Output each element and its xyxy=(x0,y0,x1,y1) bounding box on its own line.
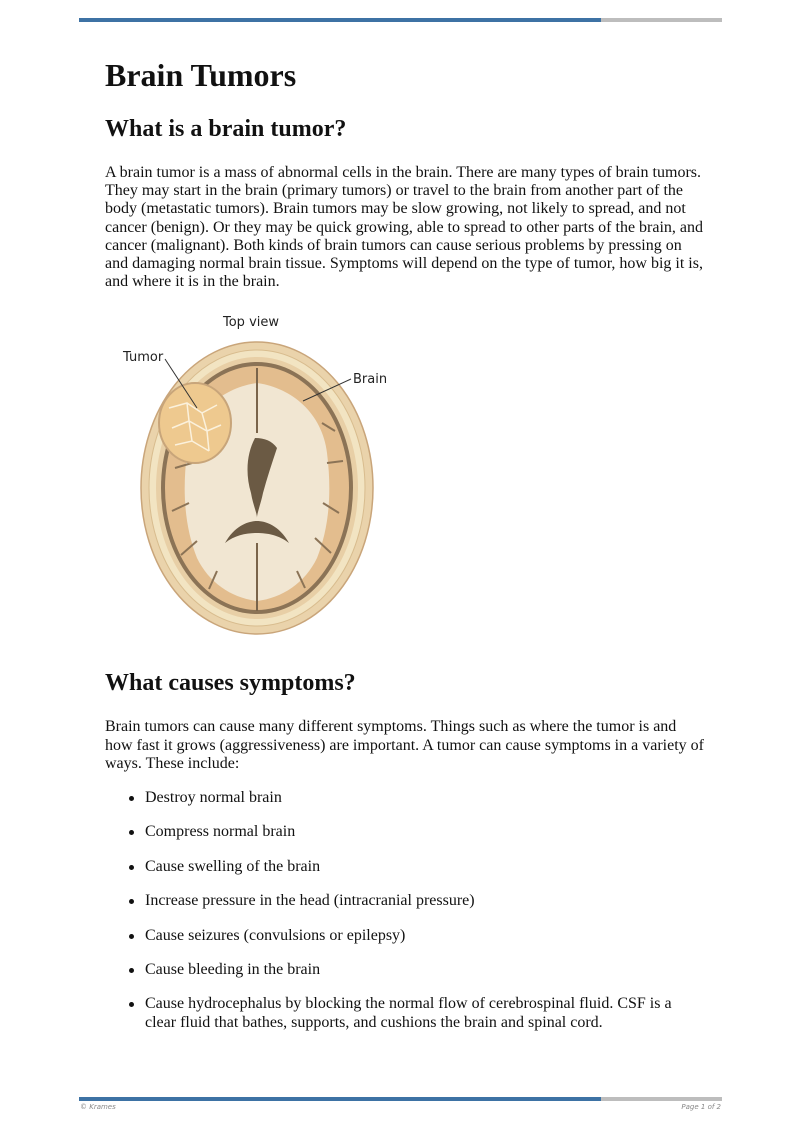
page-number: Page 1 of 2 xyxy=(681,1103,721,1111)
list-item: Cause bleeding in the brain xyxy=(145,961,705,979)
brain-cross-section-icon xyxy=(117,313,417,643)
footer-progress-bar xyxy=(79,1097,722,1101)
list-item: Compress normal brain xyxy=(145,823,705,841)
list-item: Cause seizures (convulsions or epilepsy) xyxy=(145,927,705,945)
section-paragraph-causes: Brain tumors can cause many different symptoms. Things such as where the tumor is and how fast it grows (aggressiveness) are important. A tumor can cause symptoms in a variety of ways. These include: xyxy=(105,718,704,772)
list-item: Cause hydrocephalus by blocking the normal flow of cerebrospinal fluid. CSF is a clear fluid that bathes, supports, and cushions the brain and spinal cord. xyxy=(145,995,705,1031)
section-heading-causes: What causes symptoms? xyxy=(105,670,356,697)
list-item: Cause swelling of the brain xyxy=(145,858,705,876)
list-item: Increase pressure in the head (intracranial pressure) xyxy=(145,892,705,910)
figure-label-tumor: Tumor xyxy=(123,350,164,366)
header-progress-bar xyxy=(79,18,722,22)
section-paragraph-what-is: A brain tumor is a mass of abnormal cells in the brain. There are many types of brain tumors. They may start in the brain (primary tumors) or travel to the brain from another part of the body (metastatic tumors). Brain tumors may be slow growing, not likely to spread, and not cancer (benign). Or they may be quick growing, able to spread to other parts of the brain, and cancer (malignant). Both kinds of brain tumors can cause serious problems by pressing on and damaging normal brain tissue. Symptoms will depend on the type of tumor, how big it is, and where it is in the brain. xyxy=(105,164,704,291)
page-title: Brain Tumors xyxy=(105,57,297,93)
list-item: Destroy normal brain xyxy=(145,789,705,807)
symptoms-list xyxy=(105,789,705,1032)
figure-label-brain: Brain xyxy=(353,372,388,388)
figure-title: Top view xyxy=(223,315,280,331)
footer-progress-fill xyxy=(79,1097,601,1101)
brain-tumor-illustration xyxy=(117,313,417,643)
document-body xyxy=(105,55,705,1048)
copyright-text: © Krames xyxy=(80,1103,116,1111)
section-heading-what-is: What is a brain tumor? xyxy=(105,116,347,142)
header-progress-fill xyxy=(79,18,601,22)
